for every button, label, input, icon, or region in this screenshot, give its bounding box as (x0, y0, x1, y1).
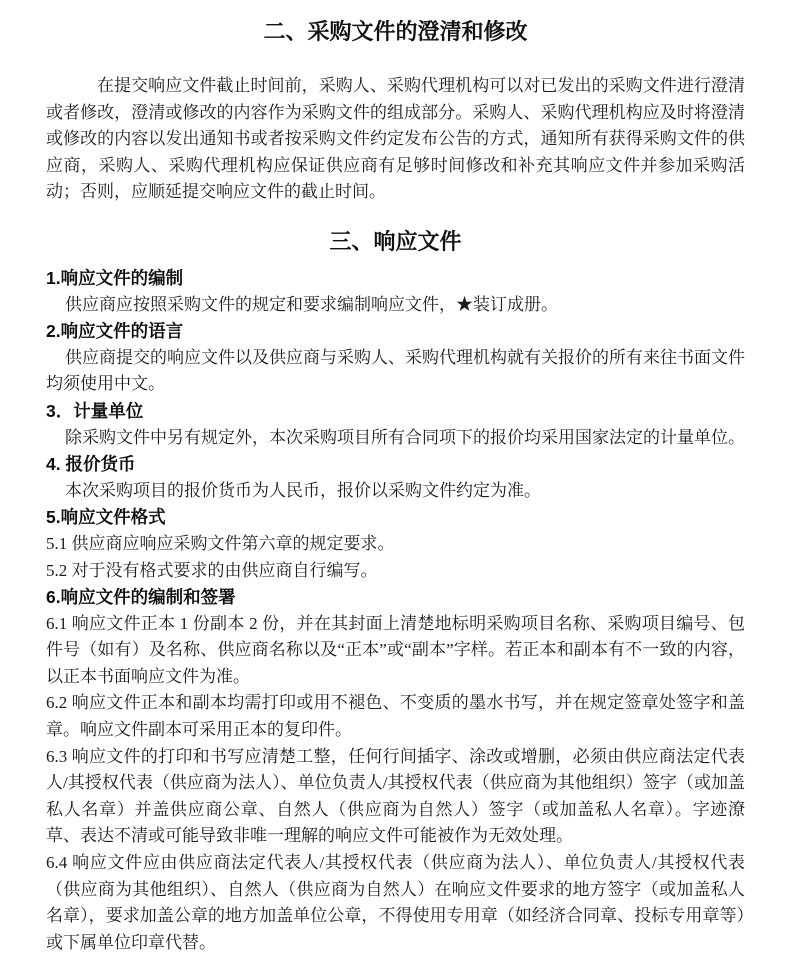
clause-5-2: 5.2 对于没有格式要求的由供应商自行编写。 (46, 560, 378, 580)
item-2-heading: 2.响应文件的语言 (46, 321, 184, 342)
section-2-paragraph: 在提交响应文件截止时间前，采购人、采购代理机构可以对已发出的采购文件进行澄清或者修改，澄清或修改的内容作为采购文件的组成部分。采购人、采购代理机构应及时将澄清或修改的内容以发出通知书或者按采购文件约定发布公告的方式，通知所有获得采购文件的供应商，采购人、采购代理机构应保证供应商有足够时间修改和补充其响应文件并参加采购活动；否则，应顺延提交响应文件的截止时间。 (46, 76, 745, 202)
item-1-body: 供应商应按照采购文件的规定和要求编制响应文件，★装订成册。 (65, 294, 558, 314)
clause-6-3: 6.3 响应文件的打印和书写应清楚工整，任何行间插字、涂改或增删，必须由供应商法定代表人/其授权代表（供应商为法人）、单位负责人/其授权代表（供应商为其他组织）签字（或加盖私人名章）并盖供应商公章、自然人（供应商为自然人）签字（或加盖私人名章）。字迹潦草、表达不清或可能导致非唯一理解的响应文件可能被作为无效处理。 (46, 746, 745, 846)
item-4-heading: 4. 报价货币 (46, 454, 136, 475)
item-2-body: 供应商提交的响应文件以及供应商与采购人、采购代理机构就有关报价的所有来往书面文件均须使用中文。 (46, 347, 745, 394)
item-3-body: 除采购文件中另有规定外，本次采购项目所有合同项下的报价均采用国家法定的计量单位。 (65, 427, 745, 447)
section-3-title: 三、响应文件 (329, 228, 462, 254)
clause-6-2: 6.2 响应文件正本和副本均需打印或用不褪色、不变质的墨水书写，并在规定签章处签字和盖章。响应文件副本可采用正本的复印件。 (46, 693, 745, 740)
item-1-heading: 1.响应文件的编制 (46, 267, 184, 288)
item-6-heading: 6.响应文件的编制和签署 (46, 587, 236, 608)
item-5-heading: 5.响应文件格式 (46, 507, 166, 528)
item-4-body: 本次采购项目的报价货币为人民币，报价以采购文件约定为准。 (65, 480, 541, 500)
clause-6-4: 6.4 响应文件应由供应商法定代表人/其授权代表（供应商为法人）、单位负责人/其授权代表（供应商为其他组织）、自然人（供应商为自然人）在响应文件要求的地方签字（或加盖私人名章），要求加盖公章的地方加盖单位公章，不得使用专用章（如经济合同章、投标专用章等）或下属单位印章代替。 (46, 853, 745, 952)
clause-5-1: 5.1 供应商应响应采购文件第六章的规定要求。 (46, 533, 395, 553)
item-3-heading: 3．计量单位 (46, 400, 144, 421)
clause-6-1: 6.1 响应文件正本 1 份副本 2 份，并在其封面上清楚地标明采购项目名称、采购项目编号、包件号（如有）及名称、供应商名称以及“正本”或“副本”字样。若正本和副本有不一致的内容，以正本书面响应文件为准。 (46, 613, 745, 686)
section-2-title: 二、采购文件的澄清和修改 (263, 19, 528, 44)
